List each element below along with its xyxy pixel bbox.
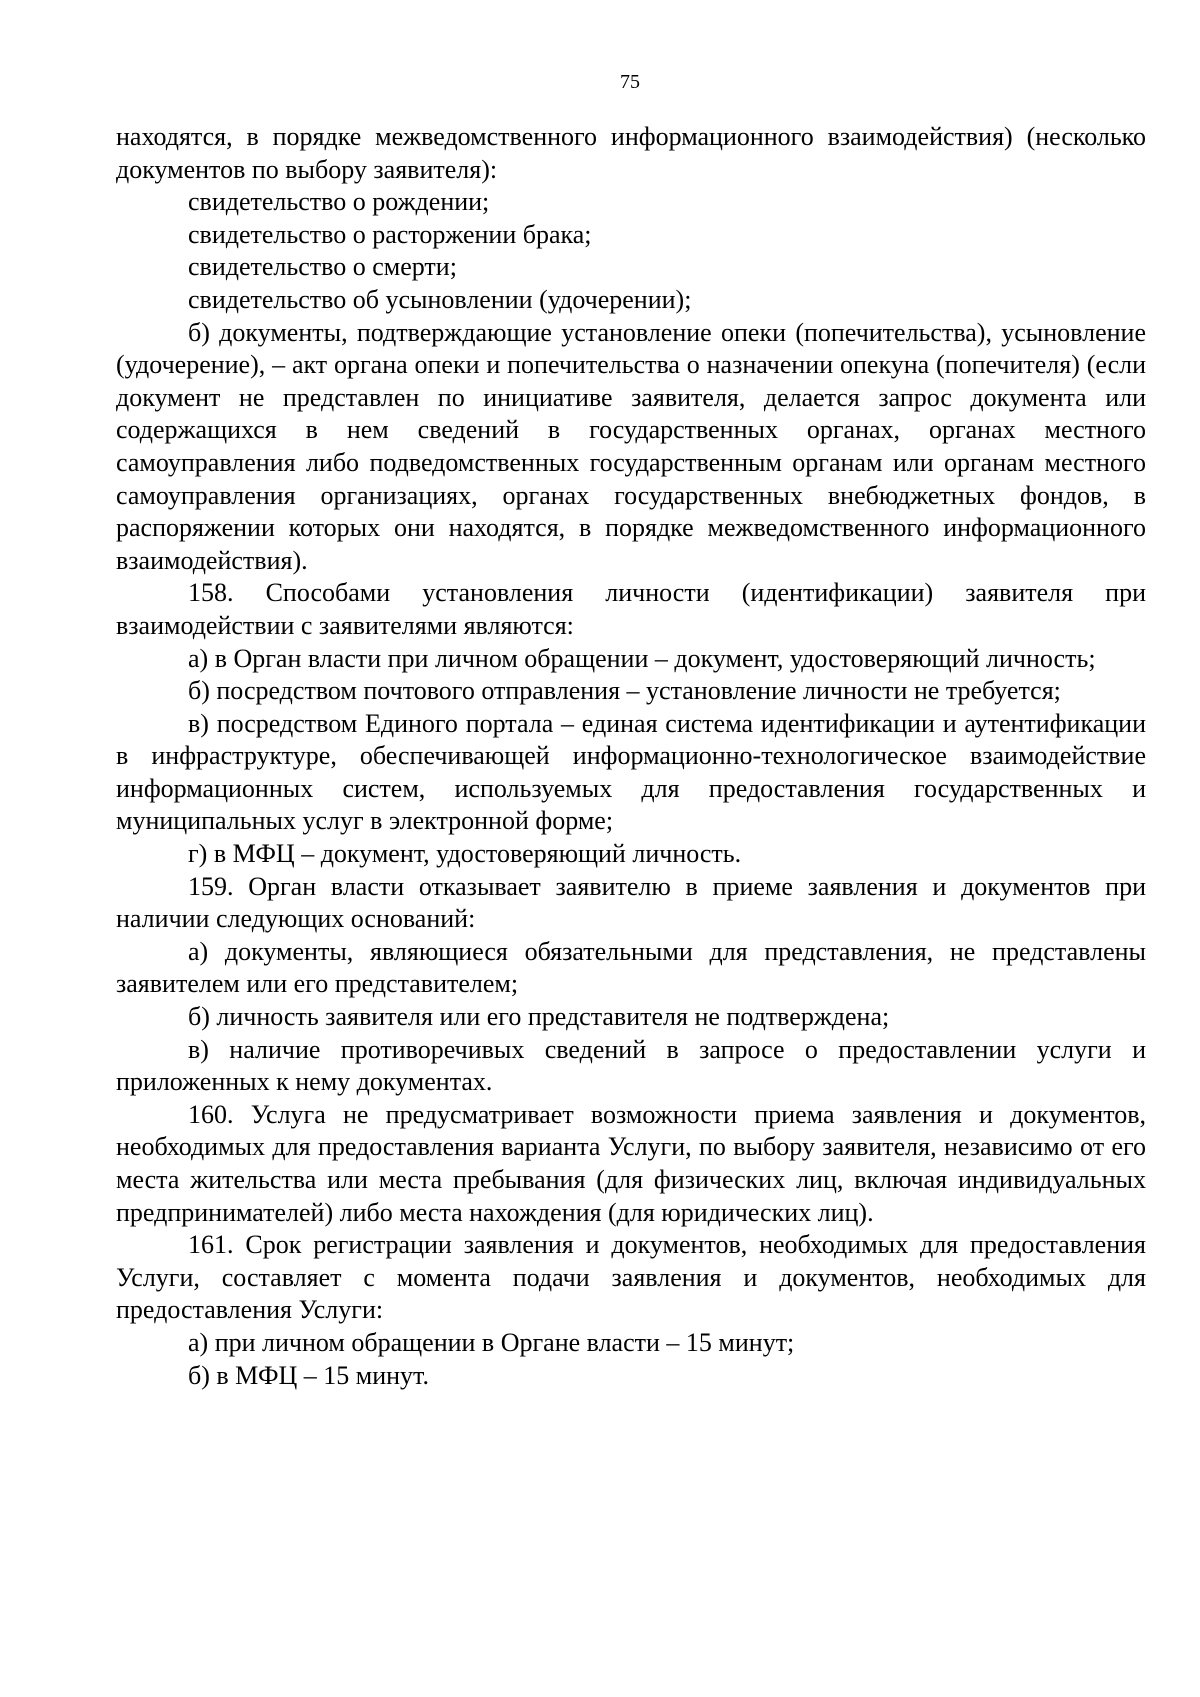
paragraph: б) в МФЦ – 15 минут.: [188, 1360, 429, 1390]
paragraph: свидетельство о рождении;: [188, 187, 490, 217]
paragraph: свидетельство о смерти;: [188, 252, 457, 282]
paragraph: а) документы, являющиеся обязательными для представления, не представлены заявителем или его представителем;: [116, 936, 1146, 999]
paragraph: а) при личном обращении в Органе власти – 15 минут;: [188, 1327, 795, 1357]
document-body: [116, 121, 1146, 1392]
paragraph: б) посредством почтового отправления – установление личности не требуется;: [188, 676, 1061, 706]
paragraph: 161. Срок регистрации заявления и документов, необходимых для предоставления Услуги, составляет с момента подачи заявления и документов, необходимых для предоставления Услуги:: [116, 1230, 1146, 1325]
paragraph: 159. Орган власти отказывает заявителю в приеме заявления и документов при наличии следующих оснований:: [116, 871, 1146, 934]
paragraph: в) наличие противоречивых сведений в запросе о предоставлении услуги и приложенных к нему документах.: [116, 1034, 1146, 1097]
paragraph: 160. Услуга не предусматривает возможности приема заявления и документов, необходимых для предоставления варианта Услуги, по выбору заявителя, независимо от его места жительства или места пребывания (для физических лиц, включая индивидуальных предпринимателей) либо места нахождения (для юридических лиц).: [116, 1099, 1146, 1227]
page-number: 75: [620, 71, 640, 93]
paragraph: 158. Способами установления личности (идентификации) заявителя при взаимодействии с заявителями являются:: [116, 578, 1146, 640]
paragraph: г) в МФЦ – документ, удостоверяющий личность.: [188, 839, 742, 869]
paragraph: б) документы, подтверждающие установление опеки (попечительства), усыновление (удочерение), – акт органа опеки и попечительства о назначении опекуна (попечителя) (если документ не представлен по инициативе заявителя, делается запрос документа или содержащихся в нем сведений в государственных органах, органах местного самоуправления либо подведомственных государственным органам или органам местного самоуправления организациях, органах государственных внебюджетных фондов, в распоряжении которых они находятся, в порядке межведомственного информационного взаимодействия).: [116, 317, 1146, 575]
paragraph: а) в Орган власти при личном обращении – документ, удостоверяющий личность;: [188, 643, 1096, 673]
paragraph: свидетельство о расторжении брака;: [188, 219, 592, 249]
paragraph: свидетельство об усыновлении (удочерении);: [188, 284, 692, 314]
paragraph: в) посредством Единого портала – единая система идентификации и аутентификации в инфраструктуре, обеспечивающей информационно-технологическое взаимодействие информационных систем, используемых для предоставления государственных и муниципальных услуг в электронной форме;: [116, 708, 1146, 836]
paragraph: б) личность заявителя или его представителя не подтверждена;: [188, 1002, 890, 1032]
paragraph: находятся, в порядке межведомственного информационного взаимодействия) (несколько документов по выбору заявителя):: [116, 122, 1146, 184]
